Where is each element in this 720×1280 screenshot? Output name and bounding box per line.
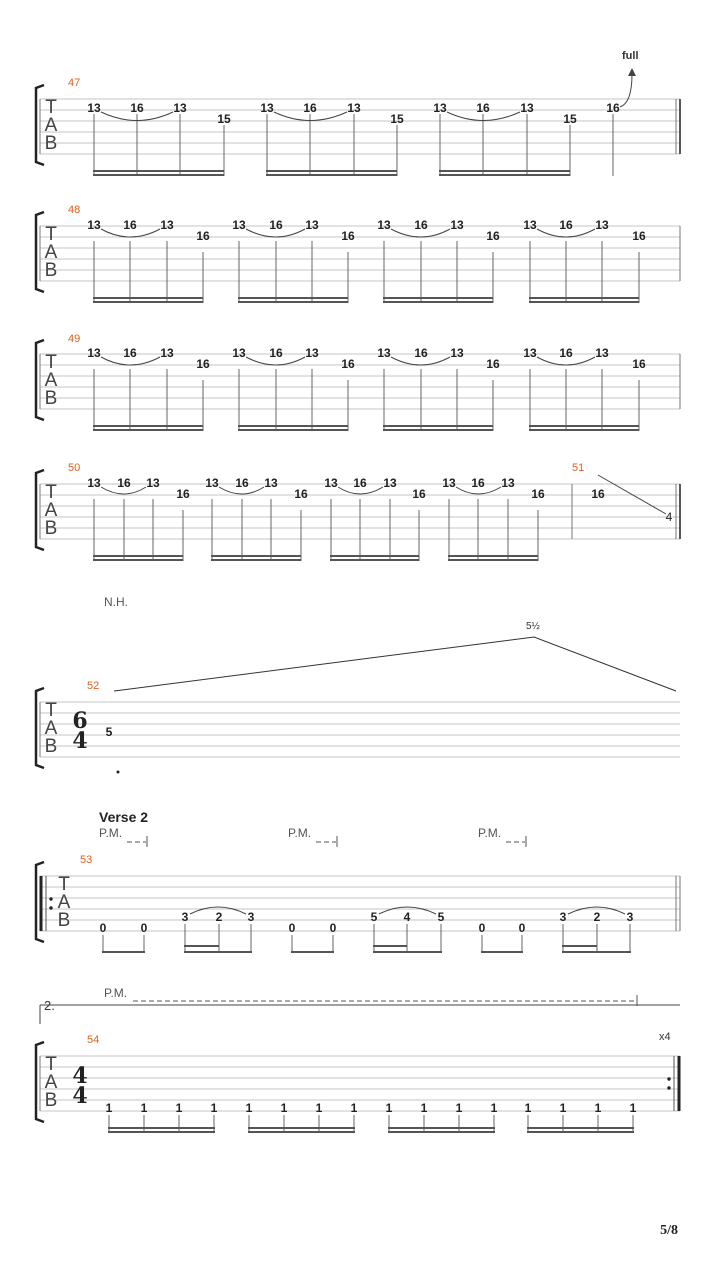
stems	[109, 1115, 633, 1133]
natural-harmonic-label: N.H.	[104, 595, 128, 609]
fret-number: 1	[280, 1101, 288, 1115]
fret-number: 3	[626, 910, 634, 924]
tab-letter-a: A	[57, 892, 71, 913]
fret-number: 13	[232, 346, 246, 360]
tab-letter-a: A	[44, 718, 58, 739]
tab-letter-t: T	[45, 1054, 57, 1075]
stems	[94, 369, 639, 431]
beams	[93, 171, 570, 175]
fret-number: 3	[247, 910, 255, 924]
dot-marker	[117, 771, 120, 774]
fret-number: 16	[123, 218, 137, 232]
beams	[93, 556, 538, 560]
fret-number: 13	[232, 218, 246, 232]
fret-number: 16	[476, 101, 490, 115]
measure-number: 53	[80, 854, 93, 866]
palm-mute-label: P.M.	[99, 826, 123, 840]
tab-letter-t: T	[45, 224, 57, 245]
fret-number: 13	[595, 218, 609, 232]
fret-number: 1	[559, 1101, 567, 1115]
fret-number: 13	[160, 218, 174, 232]
fret-number: 16	[559, 346, 573, 360]
fret-number: 13	[324, 476, 338, 490]
fret-number: 13	[305, 346, 319, 360]
fret-number: 13	[383, 476, 397, 490]
tab-letter-b: B	[44, 736, 58, 757]
fret-number: 13	[87, 218, 101, 232]
fret-number: 0	[288, 921, 296, 935]
fret-number: 13	[520, 101, 534, 115]
stems	[94, 241, 639, 303]
bend-arrow	[620, 50, 639, 107]
system-48	[36, 204, 680, 303]
fret-number: 16	[196, 229, 210, 243]
beams	[93, 298, 639, 302]
fret-number: 16	[632, 357, 646, 371]
fret-number: 16	[269, 218, 283, 232]
fret-number: 1	[629, 1101, 637, 1115]
tab-letter-b: B	[57, 910, 71, 931]
fret-number: 16	[531, 487, 545, 501]
fret-number: 1	[385, 1101, 393, 1115]
tab-letter-a: A	[44, 242, 58, 263]
fret-number: 13	[260, 101, 274, 115]
fret-number: 16	[341, 357, 355, 371]
tab-letter-t: T	[58, 874, 70, 895]
tab-letter-a: A	[44, 500, 58, 521]
fret-number: 16	[269, 346, 283, 360]
time-signature-top: 4	[72, 1063, 88, 1089]
fret-number: 16	[353, 476, 367, 490]
fret-number: 1	[210, 1101, 218, 1115]
staff-lines	[40, 876, 680, 931]
tab-letter-b: B	[44, 133, 58, 154]
fret-number: 16	[414, 346, 428, 360]
volta-bracket	[40, 998, 680, 1024]
tab-letter-a: A	[44, 1072, 58, 1093]
fret-number: 0	[518, 921, 526, 935]
beams	[93, 426, 639, 430]
time-signature-bottom: 4	[72, 1083, 88, 1109]
fret-number: 16	[176, 487, 190, 501]
measure-number: 48	[68, 204, 81, 216]
fret-number: 13	[87, 101, 101, 115]
bend-label: full	[622, 50, 639, 62]
fret-number: 16	[303, 101, 317, 115]
fret-numbers	[87, 346, 646, 371]
fret-number: 16	[123, 346, 137, 360]
fret-number: 15	[563, 112, 577, 126]
fret-number: 15	[390, 112, 404, 126]
measure-number: 50	[68, 462, 81, 474]
time-signature-top: 6	[72, 708, 88, 734]
fret-number: 13	[523, 346, 537, 360]
fret-number: 16	[414, 218, 428, 232]
fret-number: 13	[450, 346, 464, 360]
fret-number: 16	[471, 476, 485, 490]
fret-number: 16	[130, 101, 144, 115]
tab-letter-t: T	[45, 352, 57, 373]
fret-number: 1	[350, 1101, 358, 1115]
fret-number: 13	[442, 476, 456, 490]
fret-number: 13	[160, 346, 174, 360]
measure-number: 52	[87, 680, 100, 692]
staff-lines	[40, 702, 680, 757]
fret-number: 16	[632, 229, 646, 243]
fret-number: 16	[117, 476, 131, 490]
staff-lines	[40, 1056, 680, 1111]
fret-numbers	[87, 218, 646, 243]
system-49	[36, 333, 680, 431]
fret-number: 13	[377, 346, 391, 360]
system-47	[36, 50, 680, 176]
system-52	[36, 595, 680, 774]
measure-number: 54	[87, 1034, 100, 1046]
whammy-dive-line	[114, 621, 676, 691]
tab-letter-b: B	[44, 1090, 58, 1111]
time-signature-bottom: 4	[72, 728, 88, 754]
tab-letter-b: B	[44, 388, 58, 409]
beams	[102, 946, 631, 952]
fret-number: 13	[87, 346, 101, 360]
fret-number: 13	[205, 476, 219, 490]
fret-number: 5	[437, 910, 445, 924]
tab-letter-b: B	[44, 518, 58, 539]
fret-number: 16	[606, 101, 620, 115]
repeat-end	[667, 1056, 679, 1111]
fret-numbers	[106, 1101, 637, 1115]
tab-letter-t: T	[45, 482, 57, 503]
fret-number: 1	[105, 1101, 113, 1115]
fret-number: 4	[665, 510, 673, 524]
fret-number: 16	[294, 487, 308, 501]
measure-number: 47	[68, 77, 81, 89]
fret-number: 13	[433, 101, 447, 115]
fret-number: 13	[501, 476, 515, 490]
fret-number: 3	[181, 910, 189, 924]
fret-number: 16	[235, 476, 249, 490]
fret-number: 13	[264, 476, 278, 490]
system-54	[36, 986, 680, 1133]
fret-number: 1	[524, 1101, 532, 1115]
fret-number: 13	[347, 101, 361, 115]
stems	[103, 924, 630, 953]
fret-number: 13	[146, 476, 160, 490]
repeat-count-label: x4	[659, 1031, 671, 1043]
system-50	[36, 462, 680, 561]
fret-number: 1	[175, 1101, 183, 1115]
fret-number: 16	[559, 218, 573, 232]
tab-letter-a: A	[44, 370, 58, 391]
fret-number: 13	[173, 101, 187, 115]
measure-number: 51	[572, 462, 585, 474]
fret-number: 5	[105, 725, 113, 739]
fret-number: 5	[370, 910, 378, 924]
fret-number: 1	[594, 1101, 602, 1115]
fret-number: 13	[523, 218, 537, 232]
fret-number: 16	[486, 229, 500, 243]
fret-number: 16	[486, 357, 500, 371]
fret-number: 1	[455, 1101, 463, 1115]
palm-mute-label: P.M.	[478, 826, 502, 840]
measure-number: 49	[68, 333, 81, 345]
palm-mute-label: P.M.	[104, 986, 128, 1000]
volta-label: 2.	[44, 998, 55, 1013]
fret-number: 13	[87, 476, 101, 490]
fret-number: 4	[403, 910, 411, 924]
system-53	[36, 809, 680, 953]
repeat-start	[41, 876, 53, 931]
fret-number: 13	[595, 346, 609, 360]
fret-number: 16	[341, 229, 355, 243]
stems	[94, 499, 538, 561]
fret-number: 16	[196, 357, 210, 371]
fret-number: 1	[315, 1101, 323, 1115]
palm-mute-marker	[104, 986, 637, 1006]
fret-number: 1	[140, 1101, 148, 1115]
fret-number: 15	[217, 112, 231, 126]
fret-number: 13	[305, 218, 319, 232]
tab-letter-t: T	[45, 97, 57, 118]
fret-number: 1	[420, 1101, 428, 1115]
beams	[108, 1128, 634, 1132]
fret-number: 16	[412, 487, 426, 501]
fret-number: 13	[377, 218, 391, 232]
fret-number: 2	[593, 910, 601, 924]
fret-number: 13	[450, 218, 464, 232]
stems	[94, 114, 613, 176]
palm-mute-markers	[99, 826, 526, 847]
fret-number: 0	[140, 921, 148, 935]
fret-number: 0	[329, 921, 337, 935]
fret-number: 0	[478, 921, 486, 935]
page-number: 5/8	[660, 1223, 678, 1238]
fret-number: 1	[490, 1101, 498, 1115]
fret-number: 1	[245, 1101, 253, 1115]
tab-letter-t: T	[45, 700, 57, 721]
tab-letter-b: B	[44, 260, 58, 281]
tab-letter-a: A	[44, 115, 58, 136]
fret-number: 3	[559, 910, 567, 924]
fret-number: 2	[215, 910, 223, 924]
fret-number: 0	[99, 921, 107, 935]
palm-mute-label: P.M.	[288, 826, 312, 840]
section-label: Verse 2	[99, 809, 149, 825]
whammy-amount-label: 5½	[526, 621, 540, 632]
fret-number: 16	[591, 487, 605, 501]
